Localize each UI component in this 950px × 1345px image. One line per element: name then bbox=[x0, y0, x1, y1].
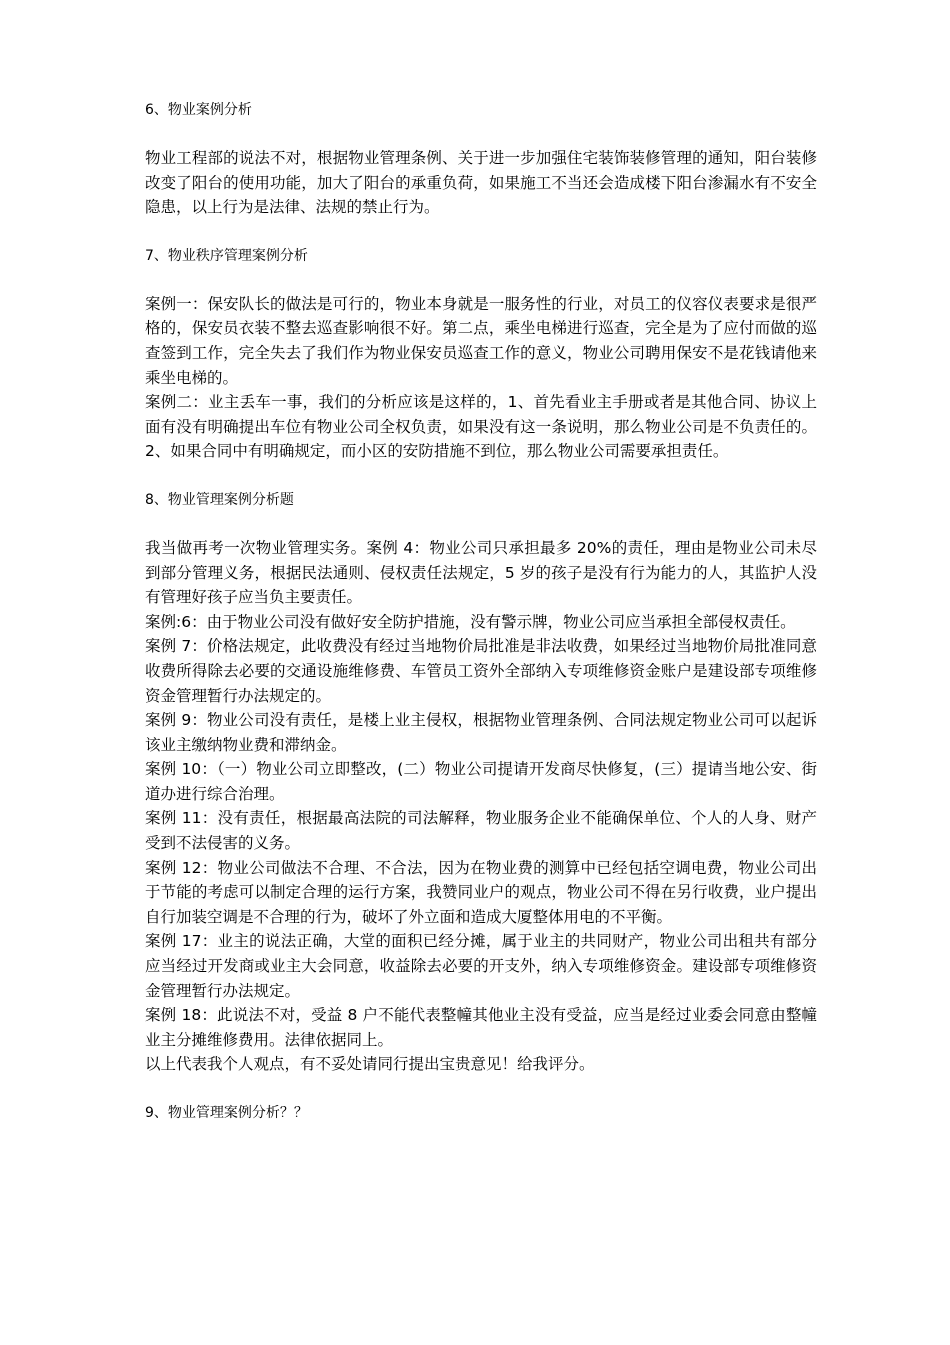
section-heading-7: 7、物业秩序管理案例分析 bbox=[145, 247, 308, 264]
paragraph: 案例:6：由于物业公司没有做好安全防护措施，没有警示牌，物业公司应当承担全部侵权责任。 bbox=[145, 612, 796, 631]
section-heading-8: 8、物业管理案例分析题 bbox=[145, 491, 294, 508]
paragraph: 案例 7：价格法规定，此收费没有经过当地物价局批准是非法收费，如果经过当地物价局批准同意收费所得除去必要的交通设施维修费、车管员工资外全部纳入专项维修资金账户是建设部专项维修资金管理暂行办法规定的。 bbox=[145, 637, 817, 705]
spacer bbox=[145, 464, 817, 488]
section-heading-9: 9、物业管理案例分析？？ bbox=[145, 1105, 308, 1121]
paragraph: 案例 17：业主的说法正确，大堂的面积已经分摊，属于业主的共同财产，物业公司出租共有部分应当经过开发商或业主大会同意，收益除去必要的开支外，纳入专项维修资金。建设部专项维修资金管理暂行办法规定。 bbox=[145, 932, 817, 1000]
spacer bbox=[145, 1077, 817, 1101]
spacer bbox=[145, 268, 817, 292]
paragraph: 案例一：保安队长的做法是可行的，物业本身就是一服务性的行业，对员工的仪容仪表要求是很严格的，保安员衣装不整去巡查影响很不好。第二点，乘坐电梯进行巡查，完全是为了应付而做的巡查签到工作，完全失去了我们作为物业保安员巡查工作的意义，物业公司聘用保安不是花钱请他来乘坐电梯的。 bbox=[145, 294, 817, 387]
paragraph: 案例 9：物业公司没有责任，是楼上业主侵权，根据物业管理条例、合同法规定物业公司可以起诉该业主缴纳物业费和滞纳金。 bbox=[145, 711, 817, 754]
spacer bbox=[145, 122, 817, 146]
paragraph: 案例 12：物业公司做法不合理、不合法，因为在物业费的测算中已经包括空调电费，物业公司出于节能的考虑可以制定合理的运行方案，我赞同业户的观点，物业公司不得在另行收费，业户提出自行加装空调是不合理的行为，破坏了外立面和造成大厦整体用电的不平衡。 bbox=[145, 858, 817, 926]
section-heading-6: 6、物业案例分析 bbox=[145, 102, 252, 118]
spacer bbox=[145, 220, 817, 244]
paragraph: 物业工程部的说法不对，根据物业管理条例、关于进一步加强住宅装饰装修管理的通知，阳台装修改变了阳台的使用功能，加大了阳台的承重负荷，如果施工不当还会造成楼下阳台渗漏水有不安全隐患，以上行为是法律、法规的禁止行为。 bbox=[145, 149, 817, 217]
paragraph: 我当做再考一次物业管理实务。案例 4：物业公司只承担最多 20%的责任，理由是物业公司未尽到部分管理义务，根据民法通则、侵权责任法规定，5 岁的孩子是没有行为能力的人，其监护人没有管理好孩子应当负主要责任。 bbox=[145, 538, 817, 607]
spacer bbox=[145, 512, 817, 536]
paragraph: 案例 10：（一）物业公司立即整改，(二）物业公司提请开发商尽快修复，(三）提请当地公安、街道办进行综合治理。 bbox=[145, 760, 817, 803]
paragraph: 案例二：业主丢车一事，我们的分析应该是这样的，1、首先看业主手册或者是其他合同、协议上面有没有明确提出车位有物业公司全权负责，如果没有这一条说明，那么物业公司是不负责任的。2、如果合同中有明确规定，而小区的安防措施不到位，那么物业公司需要承担责任。 bbox=[145, 393, 817, 461]
paragraph: 以上代表我个人观点，有不妥处请同行提出宝贵意见！给我评分。 bbox=[145, 1055, 595, 1074]
paragraph: 案例 18：此说法不对，受益 8 户不能代表整幢其他业主没有受益，应当是经过业委会同意由整幢业主分摊维修费用。法律依据同上。 bbox=[145, 1006, 817, 1049]
paragraph: 案例 11：没有责任，根据最高法院的司法解释，物业服务企业不能确保单位、个人的人身、财产受到不法侵害的义务。 bbox=[145, 809, 817, 853]
document-page bbox=[145, 98, 817, 1125]
